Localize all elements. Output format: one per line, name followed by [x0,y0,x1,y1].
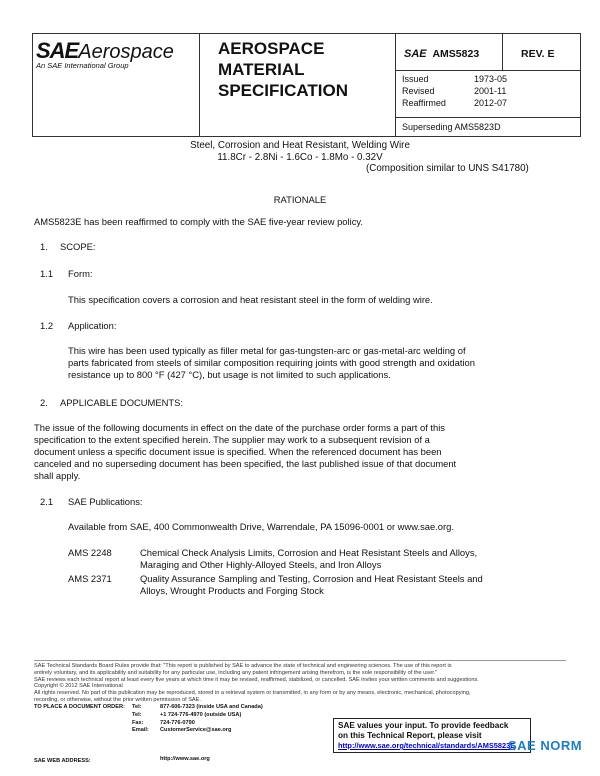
order-label: TO PLACE A DOCUMENT ORDER: [34,704,125,710]
fax-value: 724-776-0790 [160,719,195,726]
revision-label: REV. E [521,48,555,60]
section-1-2-line-2: parts fabricated from steels of similar composition requiring joints with good strength and oxidation [68,357,475,368]
reference-title [140,547,477,571]
section-2-line-4: canceled and no superseding document has been specified, the last published issue of that document [34,458,457,469]
reference-title-line-1: Chemical Check Analysis Limits, Corrosion and Heat Resistant Steels and Alloys, [140,547,478,558]
footer-divider [34,660,566,661]
order-contact-values [160,704,263,735]
reaffirmed-value: 2012-07 [474,98,508,108]
legal-line-2: entirely voluntary, and its applicability and suitability for any particular use, including any patent infringement arising therefrom, is the sole responsibility of the user." [34,669,438,676]
section-2-text [34,422,456,482]
header-divider-2 [395,34,396,136]
reference-title-line-2: Alloys, Wrought Products and Forging Stock [140,585,324,596]
title-line-2: MATERIAL [218,60,305,79]
legal-line-4: All rights reserved. No part of this publication may be reproduced, stored in a retrieval system or transmitted, in any form or by any means, electronic, mechanical, photocopying, [34,690,471,697]
superseding-note: Superseding AMS5823D [402,122,501,132]
section-2-title: APPLICABLE DOCUMENTS: [60,397,183,408]
logo-aerospace-text: Aerospace [78,41,174,63]
document-type-title [218,38,348,101]
title-line-3: SPECIFICATION [218,81,349,100]
reaffirmed-label: Reaffirmed [402,98,446,108]
issued-label: Issued [402,74,429,84]
subject-line-2: 11.8Cr - 2.8Ni - 1.6Co - 1.8Mo - 0.32V [217,151,383,163]
section-2-1-title: SAE Publications: [68,496,143,507]
order-contact-labels [132,704,149,735]
section-2-number: 2. [40,397,48,408]
section-2-line-2: specification to the extent specified herein. The supplier may work to a subsequent revision of a [34,434,430,445]
reference-id: AMS 2248 [68,547,112,558]
reference-title-line-2: Maraging and Other Highly-Alloyed Steels, and Iron Alloys [140,559,382,570]
fax-label: Fax: [132,719,144,726]
email-label: Email: [132,727,149,734]
reference-title-line-1: Quality Assurance Sampling and Testing, Corrosion and Heat Resistant Steels and [140,573,483,584]
section-2-1-number: 2.1 [40,496,54,507]
web-address-label: SAE WEB ADDRESS: [34,758,91,764]
header-hline-1 [395,70,580,71]
web-address-link[interactable]: http://www.sae.org [160,756,210,762]
title-line-1: AEROSPACE [218,39,325,58]
revised-label: Revised [402,86,435,96]
section-1-number: 1. [40,241,48,252]
rationale-text: AMS5823E has been reaffirmed to comply with the SAE five-year review policy. [34,216,363,227]
tel-label: Tel: [132,704,142,710]
footer-legal [34,663,574,704]
section-2-line-3: document unless a specific document issue is specified. When the referenced document has been [34,446,442,457]
section-1-2-number: 1.2 [40,320,54,331]
subject-title [150,140,450,163]
reference-title [140,573,483,597]
logo-subtitle: An SAE International Group [36,61,129,70]
tel-value: 877-606-7323 (inside USA and Canada) [160,704,263,710]
section-2-line-5: shall apply. [34,470,81,481]
spec-number-text: AMS5823 [432,48,480,60]
revised-value: 2001-11 [474,86,507,96]
email-link[interactable]: CustomerService@sae.org [160,727,232,734]
spec-sae-mark: SAE [404,48,427,60]
feedback-text [338,721,515,751]
header-hline-2 [395,117,580,118]
feedback-box [333,718,531,753]
legal-line-3: SAE reviews each technical report at least every five years at which time it may be revised, reaffirmed, stabilized, or cancelled. SAE invites your written comments and suggestions. [34,676,479,683]
logo-sae-text: SAE [36,38,79,63]
section-1-1-text: This specification covers a corrosion and heat resistant steel in the form of welding wire. [68,294,433,305]
legal-line-5: recording, or otherwise, without the prior written permission of SAE. [34,696,201,703]
section-2-1-text: Available from SAE, 400 Commonwealth Drive, Warrendale, PA 15096-0001 or www.sae.org. [68,521,454,532]
section-1-1-number: 1.1 [40,268,54,279]
feedback-line-2: on this Technical Report, please visit [338,731,482,740]
tel2-label: Tel: [132,711,142,718]
section-1-2-line-1: This wire has been used typically as filler metal for gas-tungsten-arc or gas-metal-arc welding of [68,345,466,356]
section-1-1-title: Form: [68,268,93,279]
feedback-link[interactable]: http://www.sae.org/technical/standards/AMS5823E [338,741,516,750]
legal-line-1: SAE Technical Standards Board Rules provide that: "This report is published by SAE to advance the state of technical and engineering sciences. The use of this report is [34,663,452,669]
section-2-line-1: The issue of the following documents in effect on the date of the purchase order forms a part of this [34,422,445,433]
section-1-title: SCOPE: [60,241,96,252]
header-divider-1 [199,34,200,136]
subject-line-1: Steel, Corrosion and Heat Resistant, Welding Wire [190,140,410,151]
section-1-2-text [68,345,475,381]
rationale-heading: RATIONALE [273,194,327,205]
header-divider-3 [502,34,503,70]
tel2-value: +1 724-776-4970 (outside USA) [160,711,242,718]
feedback-line-1: SAE values your input. To provide feedback [338,721,509,730]
copyright-line: Copyright © 2012 SAE International [34,683,123,690]
reference-id: AMS 2371 [68,573,112,584]
section-1-2-title: Application: [68,320,117,331]
subject-composition: (Composition similar to UNS S41780) [366,163,529,174]
issued-value: 1973-05 [474,74,508,84]
sae-norm-watermark: SAE NORM [508,738,583,753]
section-1-2-line-3: resistance up to 800 °F (427 °C), but usage is not limited to such applications. [68,369,391,380]
spec-number [404,48,479,60]
